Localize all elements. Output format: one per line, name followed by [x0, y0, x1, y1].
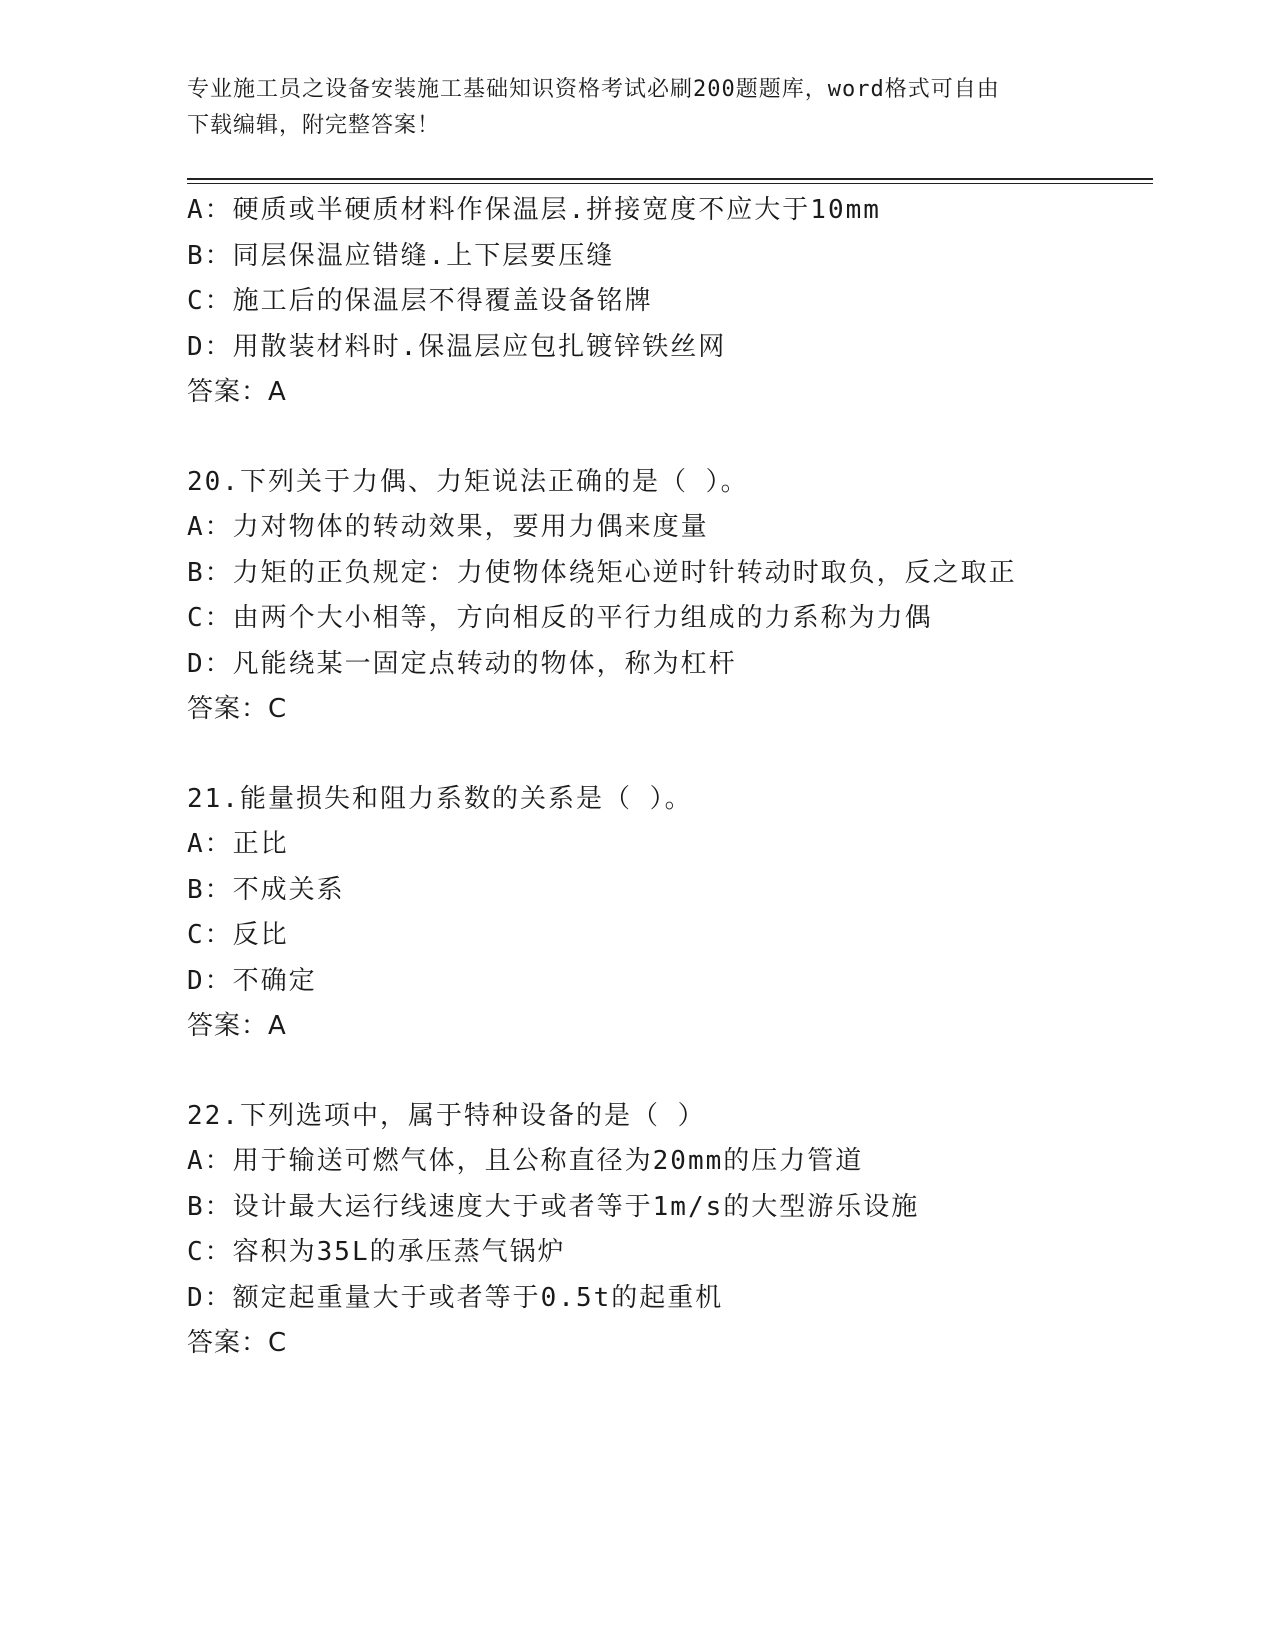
block-spacer	[187, 416, 1147, 460]
header-line-1: 专业施工员之设备安装施工基础知识资格考试必刷200题题库，word格式可自由	[187, 77, 1000, 102]
option-b: B：不成关系	[187, 874, 345, 905]
header-divider-thick	[187, 178, 1153, 180]
question-list	[187, 188, 1147, 1367]
header-line-2: 下载编辑，附完整答案！	[187, 113, 441, 138]
question-block	[187, 188, 1147, 416]
question-text: 22.下列选项中，属于特种设备的是（ ）	[187, 1100, 706, 1131]
option-a: A：用于输送可燃气体，且公称直径为20mm的压力管道	[187, 1146, 864, 1176]
option-c: C：施工后的保温层不得覆盖设备铭牌	[187, 286, 653, 316]
document-header	[187, 72, 1087, 144]
option-d: D：不确定	[187, 965, 317, 996]
answer-line: 答案：C	[187, 694, 288, 724]
option-b: B：设计最大运行线速度大于或者等于1m/s的大型游乐设施	[187, 1191, 920, 1222]
answer-line: 答案：C	[187, 1328, 288, 1358]
option-c: C：由两个大小相等，方向相反的平行力组成的力系称为力偶	[187, 603, 933, 633]
header-divider-thin	[187, 183, 1153, 184]
question-block	[187, 460, 1147, 733]
block-spacer	[187, 1050, 1147, 1094]
question-block	[187, 1094, 1147, 1367]
option-d: D：额定起重量大于或者等于0.5t的起重机	[187, 1282, 724, 1313]
answer-line: 答案：A	[187, 377, 287, 407]
option-c: C：容积为35L的承压蒸气锅炉	[187, 1237, 566, 1267]
question-text: 20.下列关于力偶、力矩说法正确的是（ ）。	[187, 466, 749, 497]
question-block	[187, 777, 1147, 1050]
option-d: D：凡能绕某一固定点转动的物体，称为杠杆	[187, 648, 737, 679]
answer-line: 答案：A	[187, 1011, 287, 1041]
block-spacer	[187, 733, 1147, 777]
option-b: B：同层保温应错缝.上下层要压缝	[187, 240, 615, 271]
option-b: B：力矩的正负规定：力使物体绕矩心逆时针转动时取负，反之取正	[187, 557, 1017, 588]
question-text: 21.能量损失和阻力系数的关系是（ ）。	[187, 783, 693, 814]
option-c: C：反比	[187, 920, 289, 950]
option-a: A：正比	[187, 829, 289, 859]
option-a: A：硬质或半硬质材料作保温层.拼接宽度不应大于10mm	[187, 195, 881, 225]
option-a: A：力对物体的转动效果，要用力偶来度量	[187, 512, 709, 542]
option-d: D：用散装材料时.保温层应包扎镀锌铁丝网	[187, 331, 727, 362]
